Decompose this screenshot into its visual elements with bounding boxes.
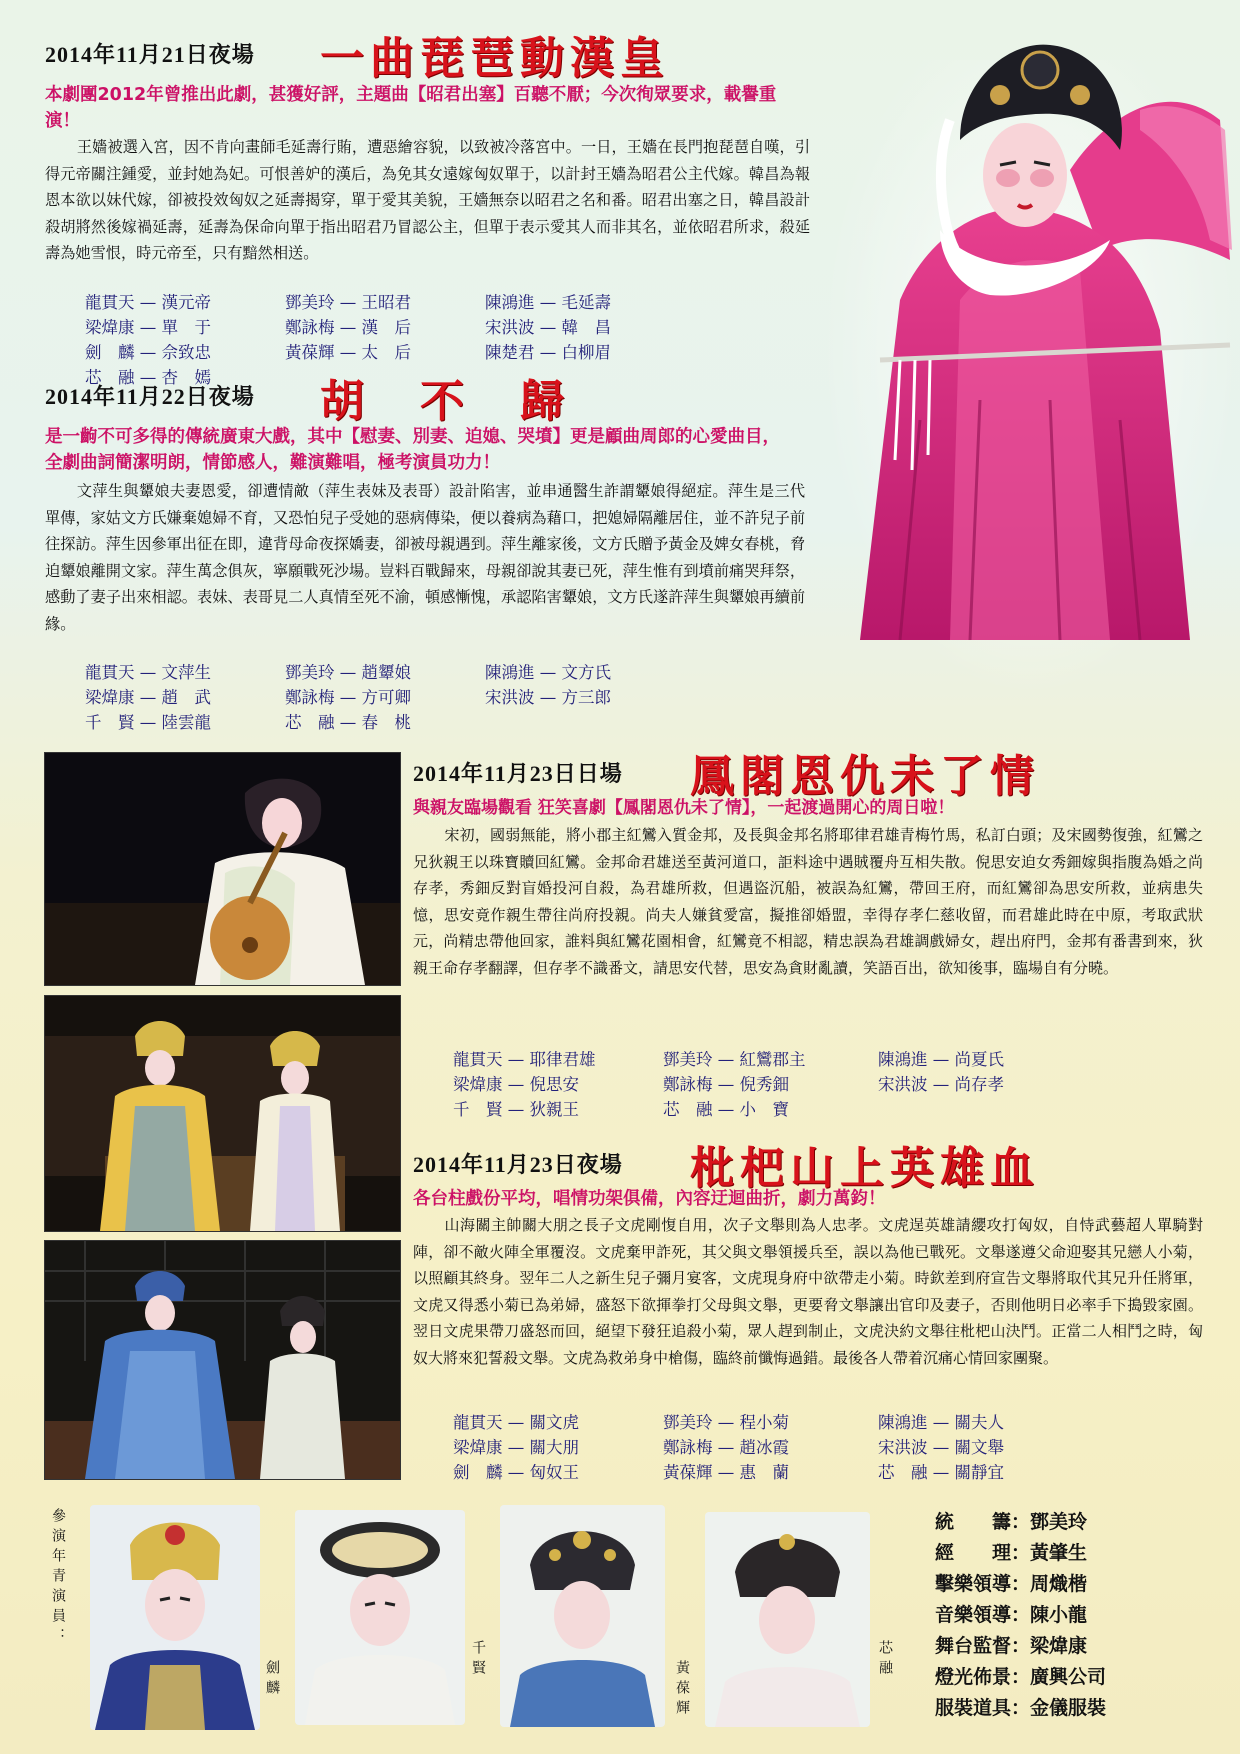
cast-entry: 宋洪波 — 關文舉 <box>878 1438 1004 1457</box>
credit-role: 舞台監督 <box>935 1635 1012 1657</box>
cast-entry: 鄭詠梅 — 漢 后 <box>285 318 411 337</box>
credit-row: 統 籌：鄧美玲 <box>935 1511 1088 1533</box>
photo-battle-scene <box>44 1240 401 1480</box>
cast-row <box>453 1410 1004 1435</box>
cast-entry: 千 賢 — 狄親王 <box>453 1100 579 1119</box>
cast-entry: 鄭詠梅 — 倪秀鈿 <box>663 1075 789 1094</box>
cast-row <box>85 710 611 735</box>
show4-date: 2014年11月23日夜場 <box>413 1152 623 1177</box>
cast-entry: 梁煒康 — 趙 武 <box>85 688 211 707</box>
show3-cast <box>453 1047 1004 1122</box>
credit-row: 經 理：黃肇生 <box>935 1542 1088 1564</box>
performer-photo-zhaojun <box>840 0 1240 640</box>
cast-entry: 鄭詠梅 — 方可卿 <box>285 688 411 707</box>
credit-row: 音樂領導：陳小龍 <box>935 1604 1088 1626</box>
cast-entry: 龍貫天 — 關文虎 <box>453 1413 579 1432</box>
credit-name: 鄧美玲 <box>1030 1511 1088 1533</box>
credit-name: 梁煒康 <box>1030 1635 1088 1657</box>
credit-row: 舞台監督：梁煒康 <box>935 1635 1088 1657</box>
cast-entry: 梁煒康 — 關大朋 <box>453 1438 579 1457</box>
cast-entry: 鄧美玲 — 趙顰娘 <box>285 663 411 682</box>
credit-name: 金儀服裝 <box>1030 1697 1107 1719</box>
young-actor-name-1: 劍麟 <box>264 1660 280 1700</box>
credit-row: 擊樂領導：周熾楷 <box>935 1573 1088 1595</box>
cast-entry <box>878 1097 1004 1122</box>
cast-entry: 芯 融 — 小 寶 <box>663 1100 789 1119</box>
show1-date: 2014年11月21日夜場 <box>45 42 255 67</box>
cast-row <box>85 290 611 315</box>
credit-role: 經 理 <box>935 1542 1012 1564</box>
young-actor-portrait-2 <box>295 1510 465 1725</box>
cast-entry: 黃葆輝 — 太 后 <box>285 343 411 362</box>
cast-entry: 陳鴻進 — 毛延壽 <box>485 293 611 312</box>
cast-entry: 宋洪波 — 韓 昌 <box>485 318 611 337</box>
show1-synopsis: 王嬙被選入宮，因不肯向畫師毛延壽行賄，遭惡繪容貌，以致被冷落宮中。一日，王嬙在長門抱琵琶自嘆，引得元帝關注鍾愛，並封她為妃。可恨善妒的漢后，為免其女遠嫁匈奴單于，以計封王嬙為昭君公主代嫁。韓昌為報恩本欲以妹代嫁，卻被投效匈奴之延壽揭穿，單于愛其美貌，王嬙無奈以昭君之名和番。昭君出塞之日，韓昌設計殺胡將然後嫁禍延壽，延壽為保命向單于指出昭君乃冒認公主，但單于表示愛其人而非其名，並依昭君所求，殺延壽為她雪恨，時元帝至，只有黯然相送。 <box>45 138 810 262</box>
cast-entry: 千 賢 — 陸雲龍 <box>85 713 211 732</box>
young-actor-name-2: 千賢 <box>470 1640 486 1680</box>
show4-cast <box>453 1410 1004 1485</box>
cast-entry: 鄧美玲 — 紅鸞郡主 <box>663 1050 806 1069</box>
show3-title: 鳳閣恩仇未了情 <box>690 751 1040 802</box>
cast-row <box>453 1460 1004 1485</box>
cast-row <box>85 660 611 685</box>
cast-entry: 龍貫天 — 文萍生 <box>85 663 211 682</box>
cast-row <box>85 685 611 710</box>
cast-entry: 龍貫天 — 耶律君雄 <box>453 1050 596 1069</box>
show2-synopsis: 文萍生與顰娘夫妻恩愛，卻遭情敵（萍生表妹及表哥）設計陷害，並串通醫生詐謂顰娘得絕症。萍生是三代單傳，家姑文方氏嫌棄媳婦不育，又恐怕兒子受她的惡病傳染，便以養病為藉口，把媳婦隔離居住，並不許兒子前往探訪。萍生因參軍出征在即，違背母命夜探嬌妻，卻被母親遇到。萍生離家後，文方氏贈予黃金及婢女春桃，脅迫顰娘離開文家。萍生萬念俱灰，寧願戰死沙場。豈料百戰歸來，母親卻說其妻已死，萍生惟有到墳前痛哭拜祭，感動了妻子出來相認。表妹、表哥見二人真情至死不渝，頓感慚愧，承認陷害顰娘，文方氏遂許萍生與顰娘再續前緣。 <box>45 482 805 633</box>
cast-row <box>85 340 611 365</box>
cast-entry: 龍貫天 — 漢元帝 <box>85 293 211 312</box>
cast-entry: 梁煒康 — 單 于 <box>85 318 211 337</box>
credit-role: 燈光佈景 <box>935 1666 1012 1688</box>
credit-role: 統 籌 <box>935 1511 1012 1533</box>
young-actor-portrait-3 <box>500 1505 665 1727</box>
cast-entry: 陳楚君 — 白柳眉 <box>485 343 611 362</box>
show3-date: 2014年11月23日日場 <box>413 761 623 786</box>
cast-entry: 鄧美玲 — 程小菊 <box>663 1413 789 1432</box>
show4-intro: 各台柱戲份平均，唱情功架俱備，內容迂迴曲折，劇力萬鈞！ <box>413 1189 886 1209</box>
cast-entry: 宋洪波 — 尚存孝 <box>878 1075 1004 1094</box>
cast-row <box>453 1097 1004 1122</box>
photo-pipa-performer <box>44 752 401 986</box>
cast-entry: 芯 融 — 杏 嫣 <box>85 368 211 387</box>
cast-entry: 黃葆輝 — 惠 蘭 <box>663 1463 789 1482</box>
cast-entry: 梁煒康 — 倪思安 <box>453 1075 579 1094</box>
cast-entry: 劍 麟 — 佘致忠 <box>85 343 211 362</box>
show4-title: 枇杷山上英雄血 <box>690 1143 1040 1194</box>
show1-title: 一曲琵琶動漢皇 <box>320 33 670 84</box>
credit-row: 燈光佈景：廣興公司 <box>935 1666 1107 1688</box>
young-actor-portrait-4 <box>705 1512 870 1727</box>
show2-intro: 是一齣不可多得的傳統廣東大戲，其中【慰妻、別妻、迫媳、哭墳】更是顧曲周郎的心愛曲目，全劇曲詞簡潔明朗，情節感人，難演難唱，極考演員功力！ <box>45 427 780 473</box>
cast-row <box>85 315 611 340</box>
cast-entry: 陳鴻進 — 關夫人 <box>878 1413 1004 1432</box>
cast-row <box>453 1435 1004 1460</box>
show4-synopsis: 山海關主帥關大朋之長子文虎剛愎自用，次子文舉則為人忠孝。文虎逞英雄請纓攻打匈奴，自恃武藝超人單騎對陣，卻不敵火陣全軍覆沒。文虎棄甲詐死，其父與文舉領援兵至，誤以為他已戰死。文舉遂遵父命迎娶其兄戀人小菊，以照顧其終身。翌年二人之新生兒子彌月宴客，文虎現身府中欲帶走小菊。時欽差到府宣告文舉將取代其兄升任將軍，文虎又得悉小菊已為弟婦，盛怒下欲揮拳打父母與文舉，更要脅文舉讓出官印及妻子，否則他明日必率手下搗毀家園。翌日文虎果帶刀盛怒而回，絕望下發狂追殺小菊，眾人趕到制止，文虎決約文舉往枇杷山決鬥。正當二人相鬥之時，匈奴大將來犯誓殺文舉。文虎為救弟身中槍傷，臨終前懺悔過錯。最後各人帶着沉痛心情回家團聚。 <box>413 1216 1203 1367</box>
credit-role: 音樂領導 <box>935 1604 1012 1626</box>
credit-row: 服裝道具：金儀服裝 <box>935 1697 1107 1719</box>
credit-name: 周熾楷 <box>1030 1573 1088 1595</box>
credit-name: 黃肇生 <box>1030 1542 1088 1564</box>
cast-entry: 陳鴻進 — 尚夏氏 <box>878 1050 1004 1069</box>
cast-entry: 鄭詠梅 — 趙冰霞 <box>663 1438 789 1457</box>
cast-entry: 劍 麟 — 匈奴王 <box>453 1463 579 1482</box>
show1-intro: 本劇團2012年曾推出此劇，甚獲好評，主題曲【昭君出塞】百聽不厭；今次徇眾要求，載譽重演！ <box>45 85 777 131</box>
cast-entry <box>485 710 611 735</box>
cast-row <box>453 1072 1004 1097</box>
show2-cast <box>85 660 611 735</box>
young-actor-name-3: 黃葆輝 <box>674 1660 690 1720</box>
show2-date: 2014年11月22日夜場 <box>45 384 255 409</box>
young-actors-label: 參演年青演員： <box>50 1508 66 1648</box>
cast-entry: 陳鴻進 — 文方氏 <box>485 663 611 682</box>
cast-row <box>453 1047 1004 1072</box>
show2-title: 胡 不 歸 <box>320 376 570 427</box>
young-actor-name-4: 芯融 <box>877 1640 893 1680</box>
cast-entry: 芯 融 — 春 桃 <box>285 713 411 732</box>
photo-court-scene <box>44 995 401 1232</box>
cast-entry: 芯 融 — 關靜宜 <box>878 1463 1004 1482</box>
production-credits <box>935 1507 1106 1724</box>
young-actor-portrait-1 <box>90 1505 260 1730</box>
show3-synopsis: 宋初，國弱無能，將小郡主紅鸞入質金邦，及長與金邦名將耶律君雄青梅竹馬，私訂白頭；及宋國勢復強，紅鸞之兄狄親王以珠寶贖回紅鸞。金邦命君雄送至黃河道口，詎料途中遇賊覆舟互相失散。倪思安迫女秀鈿嫁與指腹為婚之尚存孝，秀鈿反對盲婚投河自殺，為君雄所救，但遇盜沉船，被誤為紅鸞，帶回王府，而紅鸞卻為思安所救，並病患失憶，思安竟作親生帶往尚府投親。尚夫人嫌貧愛富，擬推卻婚盟，幸得存孝仁慈收留，而君雄此時在中原，考取武狀元，尚精忠帶他回家，誰料與紅鸞花園相會，紅鸞竟不相認，精忠誤為君雄調戲婦女，趕出府門，金邦有番書到來，狄親王命存孝翻譯，但存孝不識番文，請思安代替，思安為貪財亂讀，笑語百出，欲知後事，臨場自有分曉。 <box>413 826 1203 977</box>
cast-entry: 鄧美玲 — 王昭君 <box>285 293 411 312</box>
show3-intro: 與親友臨場觀看 狂笑喜劇【鳳閣恩仇未了情】，一起渡過開心的周日啦！ <box>413 798 955 818</box>
credit-name: 廣興公司 <box>1030 1666 1107 1688</box>
credit-name: 陳小龍 <box>1030 1604 1088 1626</box>
credit-role: 擊樂領導 <box>935 1573 1012 1595</box>
cast-entry: 宋洪波 — 方三郎 <box>485 688 611 707</box>
credit-role: 服裝道具 <box>935 1697 1012 1719</box>
